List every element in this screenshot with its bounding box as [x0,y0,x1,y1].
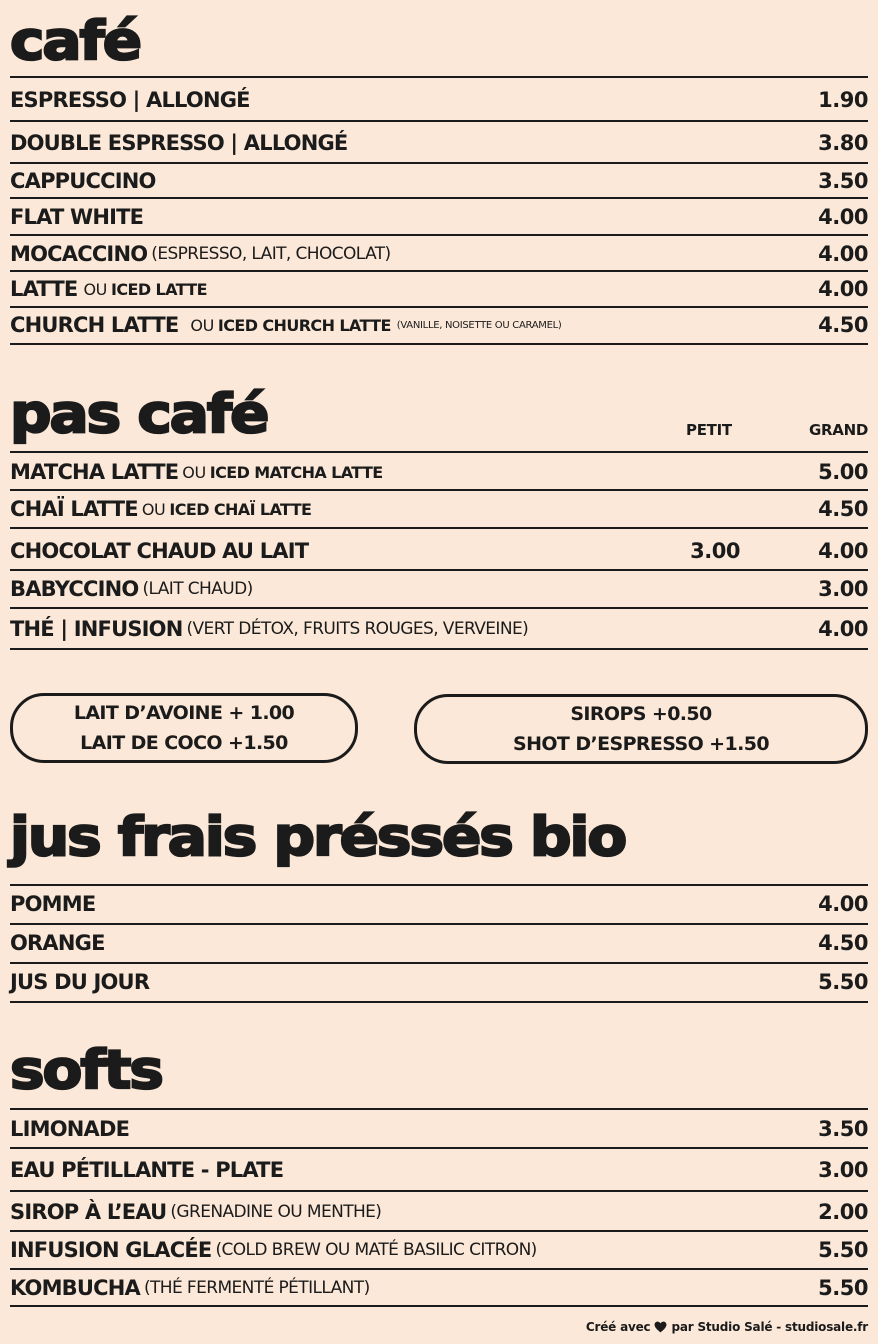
menu-item [10,1114,868,1144]
divider [10,1305,868,1307]
item-name: THÉ | INFUSION [10,617,183,641]
divider [10,648,868,650]
footer-credit [586,1320,868,1334]
menu-item [10,614,868,644]
item-price: 4.00 [818,277,868,301]
menu-item [10,85,868,115]
item-price: 4.00 [818,242,868,266]
item-price: 3.50 [818,169,868,193]
divider [10,884,868,886]
divider [10,962,868,964]
item-note: (THÉ FERMENTÉ PÉTILLANT) [143,1278,370,1298]
footer-prefix: Créé avec [585,1320,651,1334]
menu-item [10,1235,868,1265]
section-title-pas-cafe: pas café [10,382,268,445]
menu-item [10,310,868,340]
item-name: FLAT WHITE [10,205,144,229]
menu-item [10,1273,868,1303]
item-price: 4.50 [818,931,868,955]
menu-item [10,574,868,604]
divider [10,923,868,925]
item-name: BABYCCINO [10,577,139,601]
item-name: KOMBUCHA [10,1276,140,1300]
footer-suffix: par Studio Salé - studiosale.fr [671,1320,868,1334]
menu-item [10,889,868,919]
item-name: LIMONADE [10,1117,130,1141]
extras-syrup-badge [414,694,868,764]
divider [10,569,868,571]
menu-item [10,967,868,997]
item-price: 4.00 [818,539,868,563]
section-title-jus: jus frais préssés bio [10,805,626,868]
divider [10,1001,868,1003]
menu-item [10,1155,868,1185]
divider [10,1190,868,1192]
item-price: 4.00 [818,205,868,229]
menu-item [10,457,868,487]
item-name: EAU PÉTILLANTE - PLATE [10,1158,284,1182]
item-price: 3.00 [818,1158,868,1182]
divider [10,1230,868,1232]
item-price-petit: 3.00 [690,539,740,563]
menu-item [10,274,868,304]
item-name: SIROP À L’EAU [10,1200,167,1224]
item-price: 2.00 [818,1200,868,1224]
divider [10,197,868,199]
item-note: (COLD BREW OU MATÉ BASILIC CITRON) [215,1240,537,1260]
item-price: 3.50 [818,1117,868,1141]
item-or: OU [141,499,166,519]
section-title-softs: softs [10,1038,162,1101]
item-price: 5.50 [818,970,868,994]
item-name: CHURCH LATTE [10,313,179,337]
item-alt: ICED MATCHA LATTE [209,462,383,482]
divider [10,120,868,122]
menu-item [10,494,868,524]
divider [10,607,868,609]
item-or: OU [83,279,107,299]
item-price: 5.50 [818,1238,868,1262]
item-price: 5.00 [818,460,868,484]
item-price: 3.80 [818,131,868,155]
item-or: OU [182,462,206,482]
section-title-cafe: café [10,9,141,72]
item-price: 4.00 [818,617,868,641]
item-name: ORANGE [10,931,105,955]
menu-item [10,536,868,566]
extras-milk-badge [10,693,358,763]
divider [10,527,868,529]
divider [10,343,868,345]
item-name: MOCACCINO [10,242,148,266]
divider [10,1147,868,1149]
item-name: DOUBLE ESPRESSO | ALLONGÉ [10,131,348,155]
extra-oat-milk: LAIT D’AVOINE + 1.00 [73,702,295,724]
item-note: (LAIT CHAUD) [142,579,253,599]
item-note: (ESPRESSO, LAIT, CHOCOLAT) [151,244,391,264]
item-price: 4.00 [818,892,868,916]
extra-coconut-milk: LAIT DE COCO +1.50 [80,732,288,754]
item-price: 1.90 [818,88,868,112]
item-name: MATCHA LATTE [10,460,179,484]
menu-item [10,166,868,196]
item-price: 4.50 [818,497,868,521]
menu-item [10,928,868,958]
menu-item [10,1197,868,1227]
item-price: 5.50 [818,1276,868,1300]
item-alt: ICED CHAÏ LATTE [169,499,312,519]
item-name: INFUSION GLACÉE [10,1238,212,1262]
item-name: POMME [10,892,96,916]
extra-syrup: SIROPS +0.50 [570,703,712,725]
item-or: OU [190,315,214,335]
extra-espresso-shot: SHOT D’ESPRESSO +1.50 [513,733,769,755]
item-price: 3.00 [818,577,868,601]
menu-item [10,202,868,232]
divider [10,1268,868,1270]
divider [10,234,868,236]
column-header-grand: GRAND [809,421,868,439]
item-note: (VANILLE, NOISETTE OU CARAMEL) [396,319,562,331]
divider [10,162,868,164]
menu-item [10,128,868,158]
item-alt: ICED CHURCH LATTE [217,315,391,335]
divider [10,270,868,272]
divider [10,1108,868,1110]
item-name: CHOCOLAT CHAUD AU LAIT [10,539,309,563]
divider [10,306,868,308]
divider [10,489,868,491]
item-price: 4.50 [818,313,868,337]
menu-item [10,239,868,269]
divider [10,76,868,78]
item-note: (GRENADINE OU MENTHE) [170,1202,382,1222]
item-name: CHAÏ LATTE [10,497,138,521]
heart-icon [654,1321,667,1333]
item-name: CAPPUCCINO [10,169,156,193]
item-name: LATTE [10,277,78,301]
divider [10,451,868,453]
item-alt: ICED LATTE [111,279,207,299]
column-header-petit: PETIT [686,421,732,439]
item-name: ESPRESSO | ALLONGÉ [10,88,250,112]
item-name: JUS DU JOUR [10,970,150,994]
item-note: (VERT DÉTOX, FRUITS ROUGES, VERVEINE) [186,619,529,639]
